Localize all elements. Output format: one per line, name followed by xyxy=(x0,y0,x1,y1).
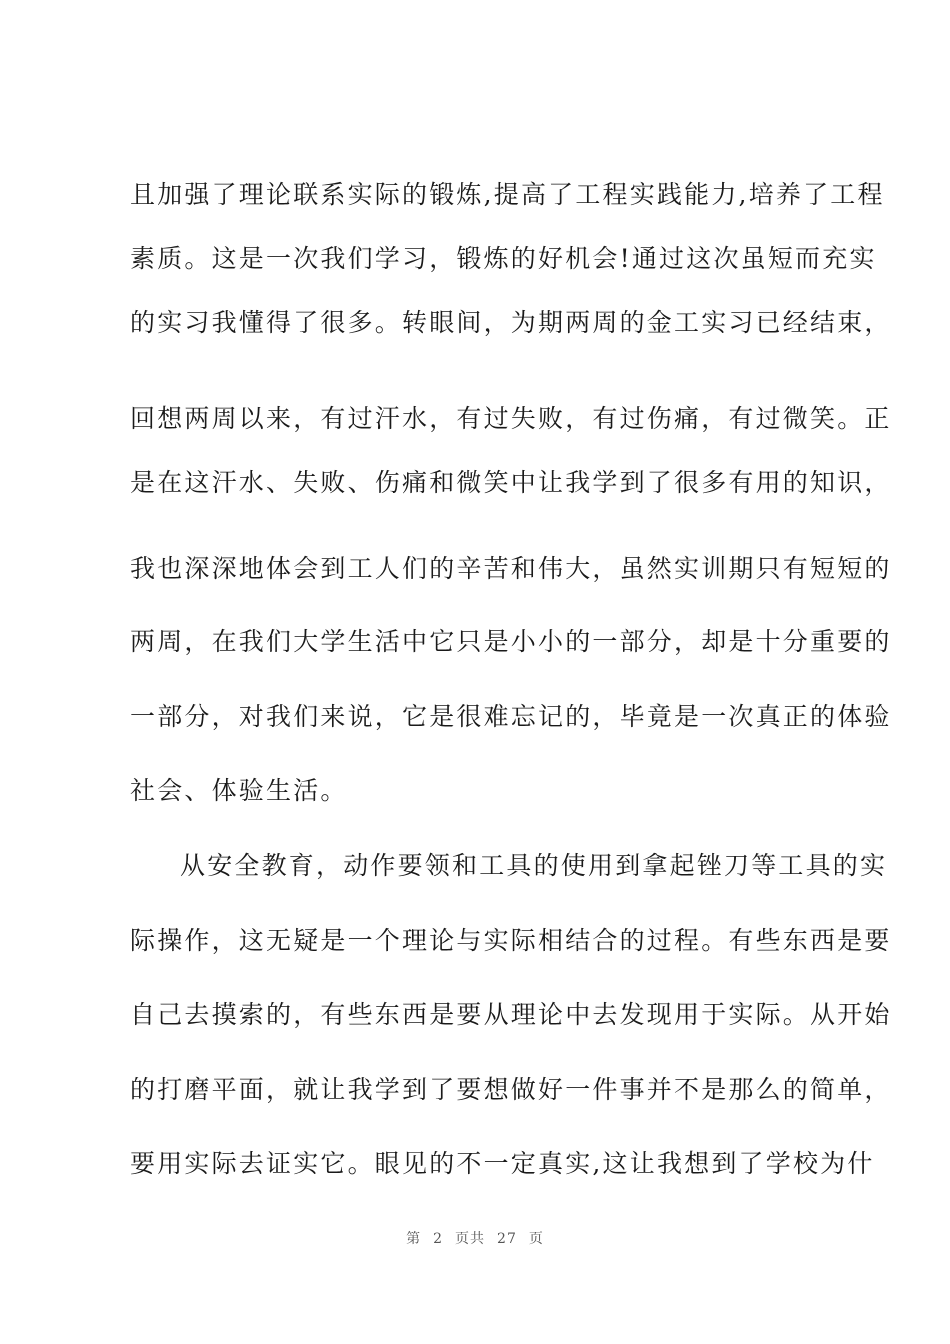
paragraph-1-line-5: 是在这汗水、失败、伤痛和微笑中让我学到了很多有用的知识， xyxy=(130,468,892,497)
paragraph-2-line-1: 从安全教育，动作要领和工具的使用到拿起锉刀等工具的实 xyxy=(180,851,888,880)
paragraph-1-line-2: 素质。这是一次我们学习，锻炼的好机会!通过这次虽短而充实 xyxy=(130,244,877,273)
page-footer xyxy=(0,1228,950,1248)
paragraph-1-line-7: 两周，在我们大学生活中它只是小小的一部分，却是十分重要的 xyxy=(130,627,892,656)
paragraph-1-line-1: 且加强了理论联系实际的锻炼,提高了工程实践能力,培养了工程 xyxy=(130,180,885,209)
footer-prefix: 第 xyxy=(406,1231,422,1247)
footer-total-pages: 27 xyxy=(497,1231,517,1247)
paragraph-1-line-6: 我也深深地体会到工人们的辛苦和伟大，虽然实训期只有短短的 xyxy=(130,554,892,583)
paragraph-2-line-2: 际操作，这无疑是一个理论与实际相结合的过程。有些东西是要 xyxy=(130,926,892,955)
footer-middle: 页共 xyxy=(455,1231,486,1247)
footer-suffix: 页 xyxy=(528,1231,544,1247)
paragraph-2-line-5: 要用实际去证实它。眼见的不一定真实,这让我想到了学校为什 xyxy=(130,1149,875,1178)
paragraph-2-line-4: 的打磨平面，就让我学到了要想做好一件事并不是那么的简单， xyxy=(130,1075,892,1104)
paragraph-1-line-9: 社会、体验生活。 xyxy=(130,776,348,805)
paragraph-1-line-8: 一部分，对我们来说，它是很难忘记的，毕竟是一次真正的体验 xyxy=(130,702,892,731)
footer-current-page: 2 xyxy=(433,1231,444,1247)
paragraph-2-line-3: 自己去摸索的，有些东西是要从理论中去发现用于实际。从开始 xyxy=(130,1000,892,1029)
paragraph-1-line-4: 回想两周以来，有过汗水，有过失败，有过伤痛，有过微笑。正 xyxy=(130,404,892,433)
paragraph-1-line-3: 的实习我懂得了很多。转眼间，为期两周的金工实习已经结束， xyxy=(130,308,892,337)
